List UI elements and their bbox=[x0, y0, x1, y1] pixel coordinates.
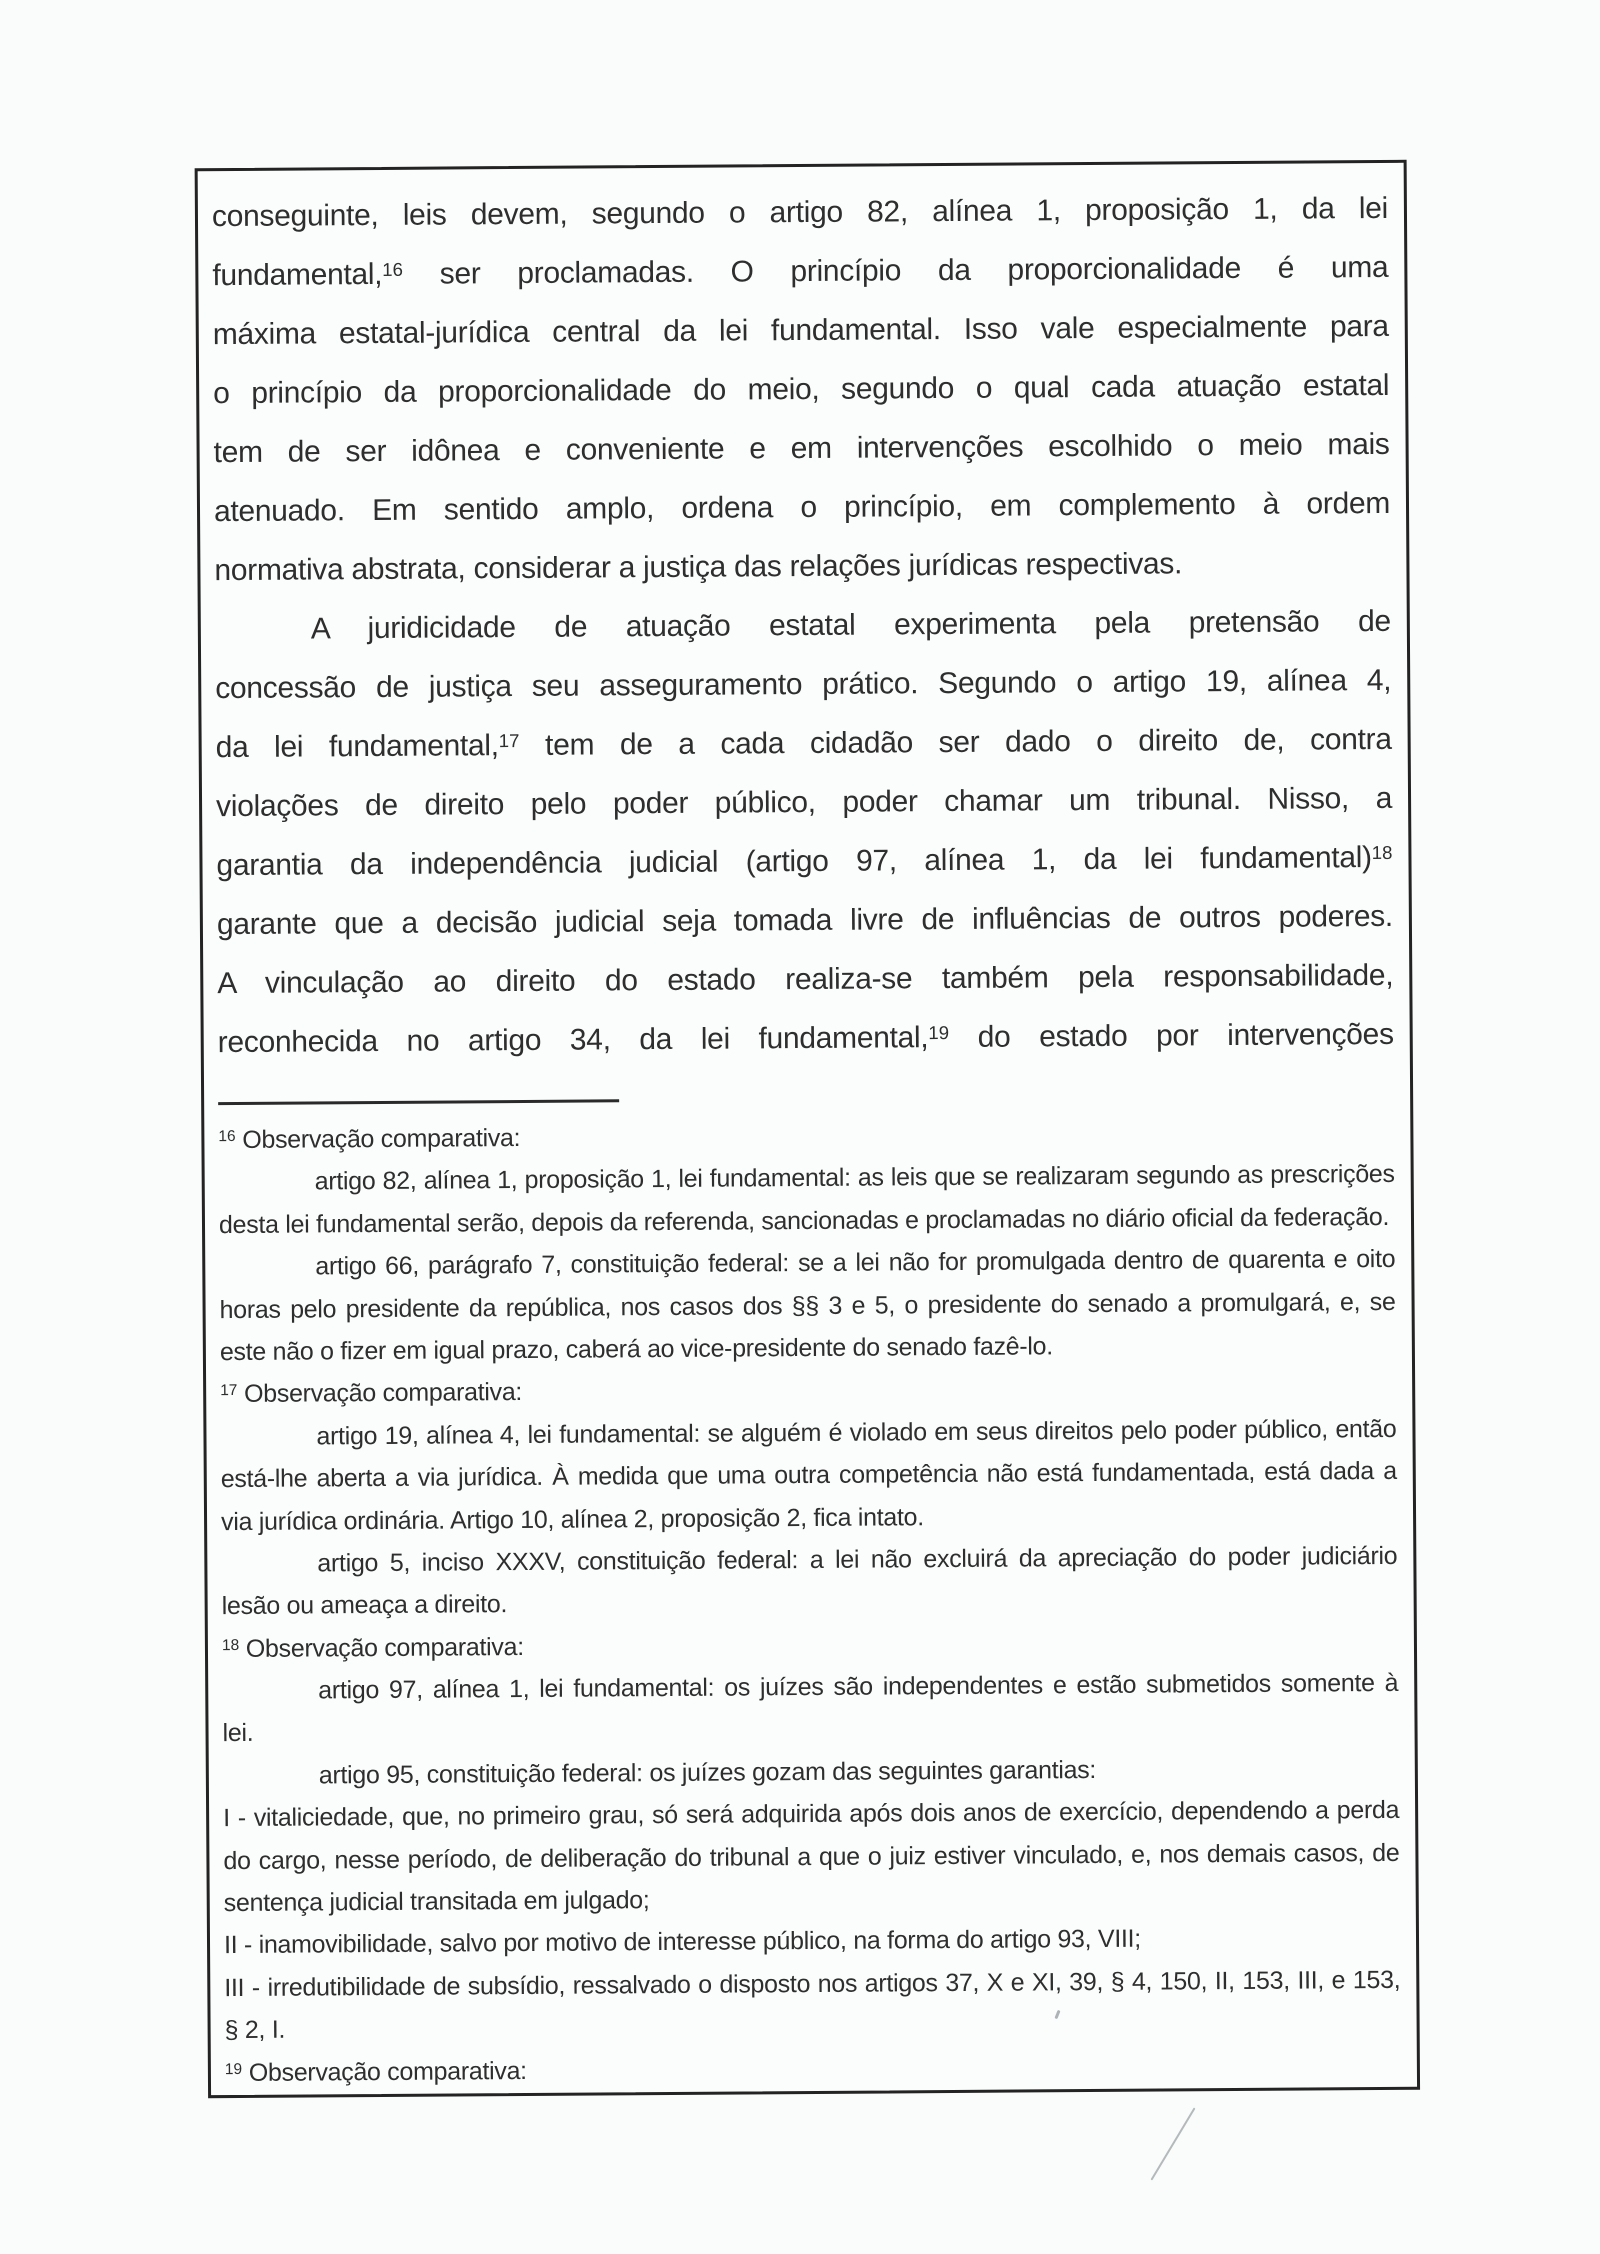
text-line: o princípio da proporcionalidade do meio, segundo o qual cada atuação estatal bbox=[213, 368, 1390, 411]
text-line: I - vitaliciedade, que, no primeiro grau, só será adquirida após dois anos de exercício, dependendo a perda bbox=[223, 1796, 1400, 1833]
footnote-ref: 17 bbox=[498, 729, 520, 751]
text-line: A vinculação ao direito do estado realiza-se também pela responsabilidade, bbox=[217, 958, 1394, 1001]
main-text bbox=[212, 179, 1394, 1072]
text-line: lesão ou ameaça a direito. bbox=[221, 1590, 508, 1621]
footnote-ref: 18 bbox=[1371, 841, 1393, 863]
text-line: está-lhe aberta a via jurídica. À medida que uma outra competência não está fundamentada, está dada a bbox=[220, 1457, 1397, 1494]
text-line: § 2, I. bbox=[224, 2015, 286, 2045]
text-line: este não o fizer em igual prazo, caberá ao vice-presidente do senado fazê-lo. bbox=[219, 1332, 1053, 1367]
text-line: horas pelo presidente da república, nos casos dos §§ 3 e 5, o presidente do senado a promulgará, e, se bbox=[219, 1287, 1396, 1324]
text-line: conseguinte, leis devem, segundo o artigo 82, alínea 1, proposição 1, da lei bbox=[211, 191, 1389, 234]
text-line: normativa abstrata, considerar a justiça das relações jurídicas respectivas. bbox=[214, 547, 1183, 588]
text-line: artigo 5, inciso XXXV, constituição federal: a lei não excluirá da apreciação do poder judiciário bbox=[317, 1541, 1398, 1578]
text-line: violações de direito pelo poder público, poder chamar um tribunal. Nisso, a bbox=[215, 781, 1393, 824]
text-line: II - inamovibilidade, salvo por motivo de interesse público, na forma do artigo 93, VIII; bbox=[223, 1925, 1141, 1960]
text-line: sentença judicial transitada em julgado; bbox=[223, 1886, 650, 1918]
footnote-ref: 19 bbox=[928, 1021, 950, 1043]
footnote-ref: 19 bbox=[224, 2060, 243, 2078]
text-line: III - irredutibilidade de subsídio, ressalvado o disposto nos artigos 37, X e XI, 39, § 4, 150, II, 153, III, e 153, bbox=[224, 1965, 1401, 2002]
footnote-separator bbox=[218, 1099, 619, 1105]
footnote-ref: 17 bbox=[220, 1382, 238, 1400]
text-line: artigo 82, alínea 1, proposição 1, lei fundamental: as leis que se realizaram segundo as prescrições bbox=[314, 1160, 1395, 1196]
text-line: garantia da independência judicial (artigo 97, alínea 1, da lei fundamental)$^{18}$ bbox=[216, 841, 1393, 883]
scanned-page bbox=[195, 160, 1420, 2098]
text-line: desta lei fundamental serão, depois da referenda, sancionadas e proclamadas no diário oficial da federação. bbox=[218, 1202, 1390, 1239]
text-line: via jurídica ordinária. Artigo 10, alínea 2, proposição 2, fica intato. bbox=[220, 1502, 924, 1536]
text-line: lei. bbox=[222, 1719, 254, 1748]
text-line: reconhecida no artigo 34, da lei fundamental,$^{19}$ do estado por intervenções bbox=[217, 1017, 1394, 1060]
text-line: artigo 97, alínea 1, lei fundamental: os juízes são independentes e estão submetidos somente à bbox=[318, 1668, 1399, 1705]
text-line: fundamental,$^{16}$ ser proclamadas. O princípio da proporcionalidade é uma bbox=[212, 250, 1389, 293]
text-line: máxima estatal-jurídica central da lei fundamental. Isso vale especialmente para bbox=[212, 309, 1389, 352]
footnote-ref: 18 bbox=[221, 1636, 240, 1654]
text-line: artigo 66, parágrafo 7, constituição federal: se a lei não for promulgada dentro de quarenta e oito bbox=[315, 1245, 1396, 1281]
text-line: do cargo, nesse período, de deliberação do tribunal a que o juiz estiver vinculado, e, nos demais casos, de bbox=[223, 1838, 1400, 1875]
text-line: concessão de justiça seu asseguramento prático. Segundo o artigo 19, alínea 4, bbox=[215, 663, 1392, 706]
text-line: tem de ser idônea e conveniente e em intervenções escolhido o meio mais bbox=[213, 427, 1390, 470]
text-line: garante que a decisão judicial seja tomada livre de influências de outros poderes. bbox=[216, 899, 1393, 942]
text-line: artigo 19, alínea 4, lei fundamental: se alguém é violado em seus direitos pelo poder público, então bbox=[316, 1414, 1397, 1451]
text-line: atenuado. Em sentido amplo, ordena o princípio, em complemento à ordem bbox=[213, 486, 1391, 529]
text-line: $^{16}$ Observação comparativa: bbox=[218, 1124, 521, 1154]
text-line: $^{18}$ Observação comparativa: bbox=[221, 1632, 524, 1663]
footnotes bbox=[218, 1111, 1401, 2094]
pen-stroke-mark bbox=[1151, 2107, 1196, 2180]
text-line: da lei fundamental,$^{17}$ tem de a cada cidadão ser dado o direito de, contra bbox=[215, 722, 1392, 765]
text-line: artigo 95, constituição federal: os juízes gozam das seguintes garantias: bbox=[318, 1755, 1097, 1790]
footnote-ref: 16 bbox=[218, 1128, 236, 1146]
text-line: $^{17}$ Observação comparativa: bbox=[220, 1378, 523, 1409]
text-line: A juridicidade de atuação estatal experimenta pela pretensão de bbox=[310, 604, 1391, 646]
footnote-ref: 16 bbox=[382, 258, 403, 280]
text-line: $^{19}$ Observação comparativa: bbox=[224, 2056, 527, 2087]
